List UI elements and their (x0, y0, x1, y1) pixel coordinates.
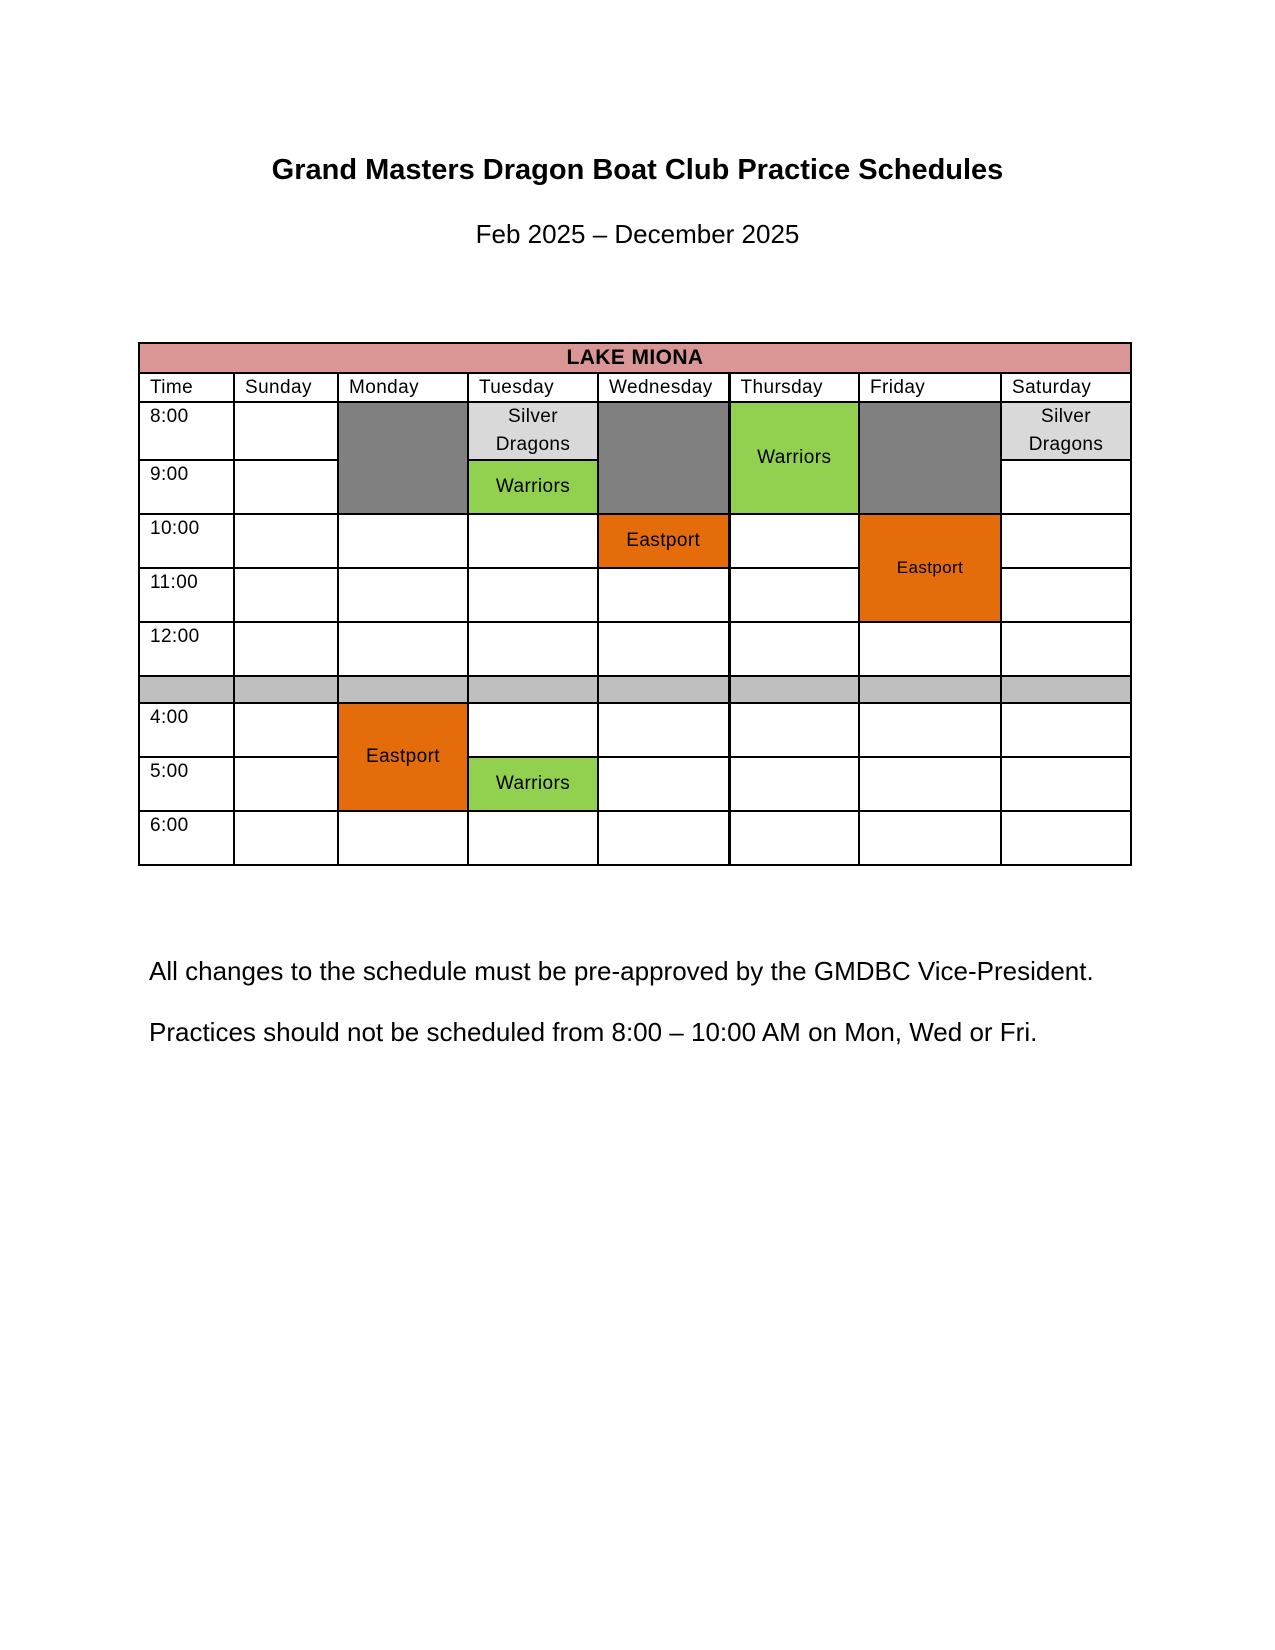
column-header-friday: Friday (859, 373, 1001, 402)
separator-cell (234, 676, 338, 703)
time-row (139, 703, 1131, 757)
empty-slot (234, 757, 338, 811)
practice-eastport: Eastport (338, 703, 468, 811)
practice-warriors: Warriors (468, 757, 598, 811)
day-header-row (139, 373, 1131, 402)
empty-slot (234, 568, 338, 622)
separator-row (139, 676, 1131, 703)
location-header: LAKE MIONA (139, 343, 1131, 373)
empty-slot (859, 622, 1001, 676)
time-label: 5:00 (139, 757, 234, 811)
time-label: 8:00 (139, 402, 234, 460)
empty-slot (468, 514, 598, 568)
empty-slot (598, 757, 729, 811)
practice-silver-dragons: Silver Dragons (1001, 402, 1131, 460)
empty-slot (338, 514, 468, 568)
empty-slot (598, 703, 729, 757)
time-label: 6:00 (139, 811, 234, 865)
empty-slot (234, 402, 338, 460)
time-label: 9:00 (139, 460, 234, 514)
column-header-sunday: Sunday (234, 373, 338, 402)
schedule-table (138, 342, 1132, 866)
empty-slot (729, 811, 859, 865)
blocked-slot (598, 402, 729, 514)
separator-cell (468, 676, 598, 703)
empty-slot (1001, 811, 1131, 865)
date-range: Feb 2025 – December 2025 (475, 219, 800, 249)
empty-slot (729, 703, 859, 757)
separator-cell (598, 676, 729, 703)
empty-slot (598, 811, 729, 865)
separator-cell (1001, 676, 1131, 703)
empty-slot (1001, 703, 1131, 757)
time-row (139, 514, 1131, 568)
empty-slot (729, 568, 859, 622)
empty-slot (234, 460, 338, 514)
empty-slot (1001, 622, 1131, 676)
time-row (139, 622, 1131, 676)
empty-slot (1001, 514, 1131, 568)
blocked-slot (859, 402, 1001, 514)
time-label: 4:00 (139, 703, 234, 757)
column-header-wednesday: Wednesday (598, 373, 729, 402)
column-header-monday: Monday (338, 373, 468, 402)
empty-slot (729, 514, 859, 568)
empty-slot (859, 757, 1001, 811)
empty-slot (468, 568, 598, 622)
empty-slot (729, 622, 859, 676)
column-header-saturday: Saturday (1001, 373, 1131, 402)
separator-cell (139, 676, 234, 703)
empty-slot (468, 811, 598, 865)
empty-slot (234, 514, 338, 568)
separator-cell (729, 676, 859, 703)
schedule-change-note: All changes to the schedule must be pre-approved by the GMDBC Vice-President. (149, 956, 1094, 986)
time-row (139, 811, 1131, 865)
empty-slot (234, 622, 338, 676)
empty-slot (729, 757, 859, 811)
practice-warriors: Warriors (729, 402, 859, 514)
empty-slot (859, 703, 1001, 757)
empty-slot (1001, 757, 1131, 811)
column-header-tuesday: Tuesday (468, 373, 598, 402)
time-row (139, 402, 1131, 460)
practice-silver-dragons: Silver Dragons (468, 402, 598, 460)
separator-cell (338, 676, 468, 703)
empty-slot (1001, 460, 1131, 514)
practice-restriction-note: Practices should not be scheduled from 8:00 – 10:00 AM on Mon, Wed or Fri. (149, 1017, 1038, 1047)
practice-eastport: Eastport (598, 514, 729, 568)
empty-slot (1001, 568, 1131, 622)
empty-slot (234, 703, 338, 757)
empty-slot (598, 568, 729, 622)
column-header-time: Time (139, 373, 234, 402)
empty-slot (468, 703, 598, 757)
empty-slot (468, 622, 598, 676)
empty-slot (338, 811, 468, 865)
practice-eastport: Eastport (859, 514, 1001, 622)
time-label: 10:00 (139, 514, 234, 568)
empty-slot (234, 811, 338, 865)
blocked-slot (338, 402, 468, 514)
column-header-thursday: Thursday (729, 373, 859, 402)
empty-slot (598, 622, 729, 676)
practice-warriors: Warriors (468, 460, 598, 514)
empty-slot (338, 568, 468, 622)
empty-slot (859, 811, 1001, 865)
time-row (139, 757, 1131, 811)
time-label: 12:00 (139, 622, 234, 676)
empty-slot (338, 622, 468, 676)
document-title: Grand Masters Dragon Boat Club Practice Schedules (271, 154, 1004, 186)
separator-cell (859, 676, 1001, 703)
time-label: 11:00 (139, 568, 234, 622)
